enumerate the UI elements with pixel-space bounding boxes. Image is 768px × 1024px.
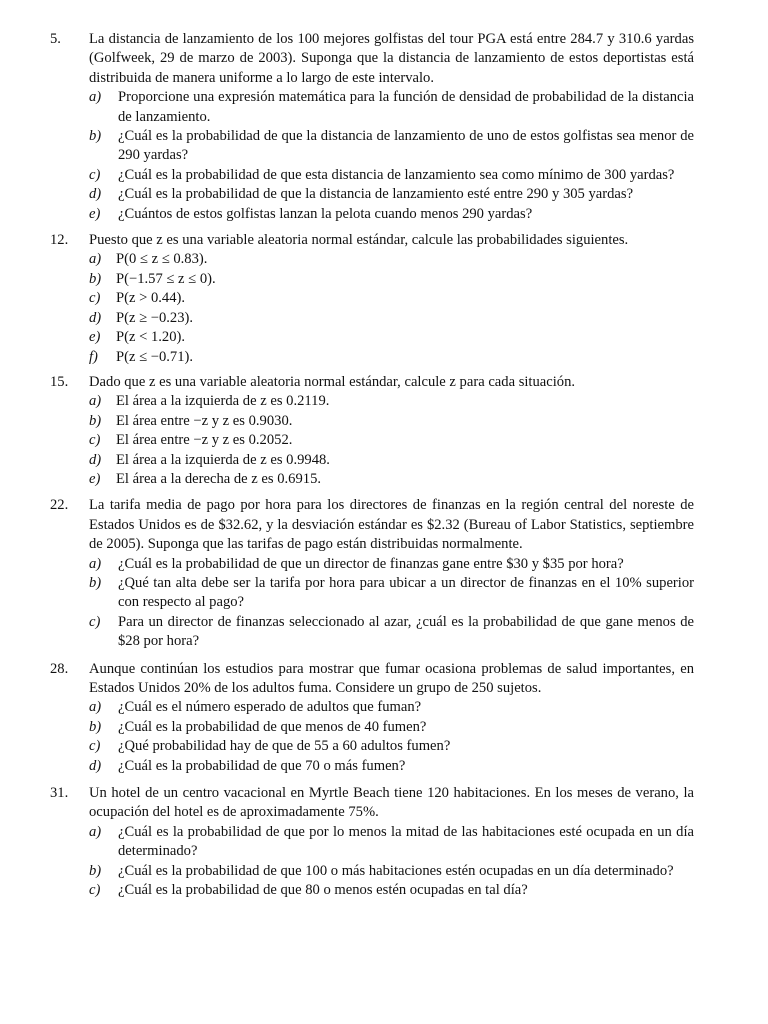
item-text: ¿Cuál es la probabilidad de que 70 o más fumen? — [118, 757, 406, 774]
problem-28 — [0, 660, 768, 776]
document-page — [0, 30, 768, 907]
list-item — [89, 250, 694, 269]
item-text: ¿Cuál es la probabilidad de que 80 o menos estén ocupadas en tal día? — [118, 882, 528, 899]
item-text: ¿Cuántos de estos golfistas lanzan la pelota cuando menos 290 yardas? — [118, 205, 533, 222]
problem-15 — [0, 373, 768, 489]
list-item — [89, 205, 694, 224]
problem-items — [89, 88, 694, 224]
list-item — [89, 823, 694, 862]
item-text: Para un director de finanzas seleccionado al azar, ¿cuál es la probabilidad de que gane menos de $28 por hora? — [118, 613, 694, 650]
item-text: El área entre −z y z es 0.2052. — [116, 432, 293, 449]
list-item — [89, 555, 694, 574]
item-text: P(z > 0.44). — [116, 290, 186, 307]
list-item — [89, 185, 694, 204]
problem-items — [89, 555, 694, 652]
item-letter: b) — [89, 574, 102, 591]
item-text: Proporcione una expresión matemática para la función de densidad de probabilidad de la distancia de lanzamiento. — [118, 89, 694, 125]
item-letter: e) — [89, 470, 101, 487]
item-letter: d) — [89, 309, 102, 326]
list-item — [89, 574, 694, 613]
item-letter: c) — [89, 613, 101, 630]
problem-number: 5. — [50, 31, 61, 47]
item-letter: b) — [89, 718, 102, 735]
problem-stem: La distancia de lanzamiento de los 100 mejores golfistas del tour PGA está entre 284.7 y 310.6 yardas (Golfweek, 29 de marzo de 2003). Suponga que la distancia de lanzamiento de estos deportistas está distribuida de manera uniforme a lo largo de este intervalo. — [89, 31, 694, 86]
item-letter: c) — [89, 290, 101, 307]
list-item — [89, 392, 694, 411]
item-letter: a) — [89, 555, 102, 572]
problem-items — [89, 392, 694, 489]
item-text: El área entre −z y z es 0.9030. — [116, 412, 293, 429]
list-item — [89, 88, 694, 127]
item-text: ¿Cuál es la probabilidad de que esta distancia de lanzamiento sea como mínimo de 300 yardas? — [118, 166, 675, 183]
problem-12 — [0, 231, 768, 367]
list-item — [89, 412, 694, 431]
problem-stem: Un hotel de un centro vacacional en Myrtle Beach tiene 120 habitaciones. En los meses de verano, la ocupación del hotel es de aproximadamente 75%. — [89, 785, 694, 821]
list-item — [89, 431, 694, 450]
item-text: ¿Cuál es la probabilidad de que un director de finanzas gane entre $30 y $35 por hora? — [118, 555, 624, 572]
problem-stem: Dado que z es una variable aleatoria normal estándar, calcule z para cada situación. — [89, 373, 576, 390]
item-letter: c) — [89, 882, 101, 899]
item-letter: b) — [89, 270, 102, 287]
item-letter: e) — [89, 329, 101, 346]
item-letter: a) — [89, 89, 102, 106]
item-text: El área a la izquierda de z es 0.2119. — [116, 393, 330, 410]
item-letter: d) — [89, 757, 102, 774]
item-text: P(z ≤ −0.71). — [116, 348, 194, 365]
list-item — [89, 718, 694, 737]
item-text: P(0 ≤ z ≤ 0.83). — [116, 251, 208, 268]
list-item — [89, 127, 694, 166]
item-letter: f) — [89, 348, 98, 365]
item-letter: b) — [89, 862, 102, 879]
item-text: ¿Cuál es la probabilidad de que por lo menos la mitad de las habitaciones esté ocupada en un día determinado? — [118, 823, 694, 860]
item-letter: b) — [89, 412, 102, 429]
item-letter: d) — [89, 186, 102, 203]
item-letter: e) — [89, 205, 101, 222]
item-letter: c) — [89, 166, 101, 183]
problem-number: 22. — [50, 497, 69, 514]
item-letter: a) — [89, 251, 102, 268]
problem-31 — [0, 784, 768, 900]
list-item — [89, 862, 694, 881]
list-item — [89, 737, 694, 756]
item-text: ¿Cuál es la probabilidad de que la distancia de lanzamiento de uno de estos golfistas sea menor de 290 yardas? — [118, 128, 694, 164]
list-item — [89, 309, 694, 328]
problem-number: 31. — [50, 785, 69, 802]
list-item — [89, 757, 694, 776]
item-text: El área a la izquierda de z es 0.9948. — [116, 451, 330, 468]
problem-items — [89, 698, 694, 776]
list-item — [89, 470, 694, 489]
problem-items — [89, 250, 694, 366]
item-letter: a) — [89, 393, 102, 410]
item-letter: b) — [89, 128, 102, 145]
problem-number: 12. — [50, 232, 69, 249]
item-letter: a) — [89, 699, 102, 716]
item-text: El área a la derecha de z es 0.6915. — [116, 470, 322, 487]
item-text: P(z < 1.20). — [116, 329, 186, 346]
list-item — [89, 348, 694, 367]
problem-stem: La tarifa media de pago por hora para los directores de finanzas en la región central del noreste de Estados Unidos es de $32.62, y la desviación estándar es $2.32 (Bureau of Labor Statistics, septiembre de 2005). Suponga que las tarifas de pago están distribuidas normalmente. — [89, 497, 694, 553]
problem-items — [89, 823, 694, 901]
item-text: ¿Cuál es la probabilidad de que 100 o más habitaciones estén ocupadas en un día determinado? — [118, 862, 674, 879]
item-text: P(−1.57 ≤ z ≤ 0). — [116, 270, 216, 287]
problem-number: 15. — [50, 373, 69, 390]
list-item — [89, 881, 694, 900]
item-letter: d) — [89, 451, 102, 468]
item-text: ¿Cuál es el número esperado de adultos que fuman? — [118, 699, 422, 716]
problem-stem: Aunque continúan los estudios para mostrar que fumar ocasiona problemas de salud importantes, en Estados Unidos 20% de los adultos fuma. Considere un grupo de 250 sujetos. — [89, 660, 694, 696]
list-item — [89, 613, 694, 652]
item-text: P(z ≥ −0.23). — [116, 309, 194, 326]
problem-22 — [0, 496, 768, 651]
item-text: ¿Cuál es la probabilidad de que menos de 40 fumen? — [118, 718, 427, 735]
list-item — [89, 698, 694, 717]
list-item — [89, 451, 694, 470]
problem-stem: Puesto que z es una variable aleatoria normal estándar, calcule las probabilidades siguientes. — [89, 232, 629, 249]
item-letter: a) — [89, 823, 102, 840]
problem-number: 28. — [50, 660, 69, 677]
list-item — [89, 328, 694, 347]
list-item — [89, 166, 694, 185]
item-text: ¿Qué tan alta debe ser la tarifa por hora para ubicar a un director de finanzas en el 10% superior con respecto al pago? — [118, 574, 694, 611]
list-item — [89, 289, 694, 308]
item-letter: c) — [89, 432, 101, 449]
item-letter: c) — [89, 738, 101, 755]
item-text: ¿Cuál es la probabilidad de que la distancia de lanzamiento esté entre 290 y 305 yardas? — [118, 186, 634, 203]
problem-5 — [0, 30, 768, 224]
item-text: ¿Qué probabilidad hay de que de 55 a 60 adultos fumen? — [118, 738, 451, 755]
list-item — [89, 270, 694, 289]
